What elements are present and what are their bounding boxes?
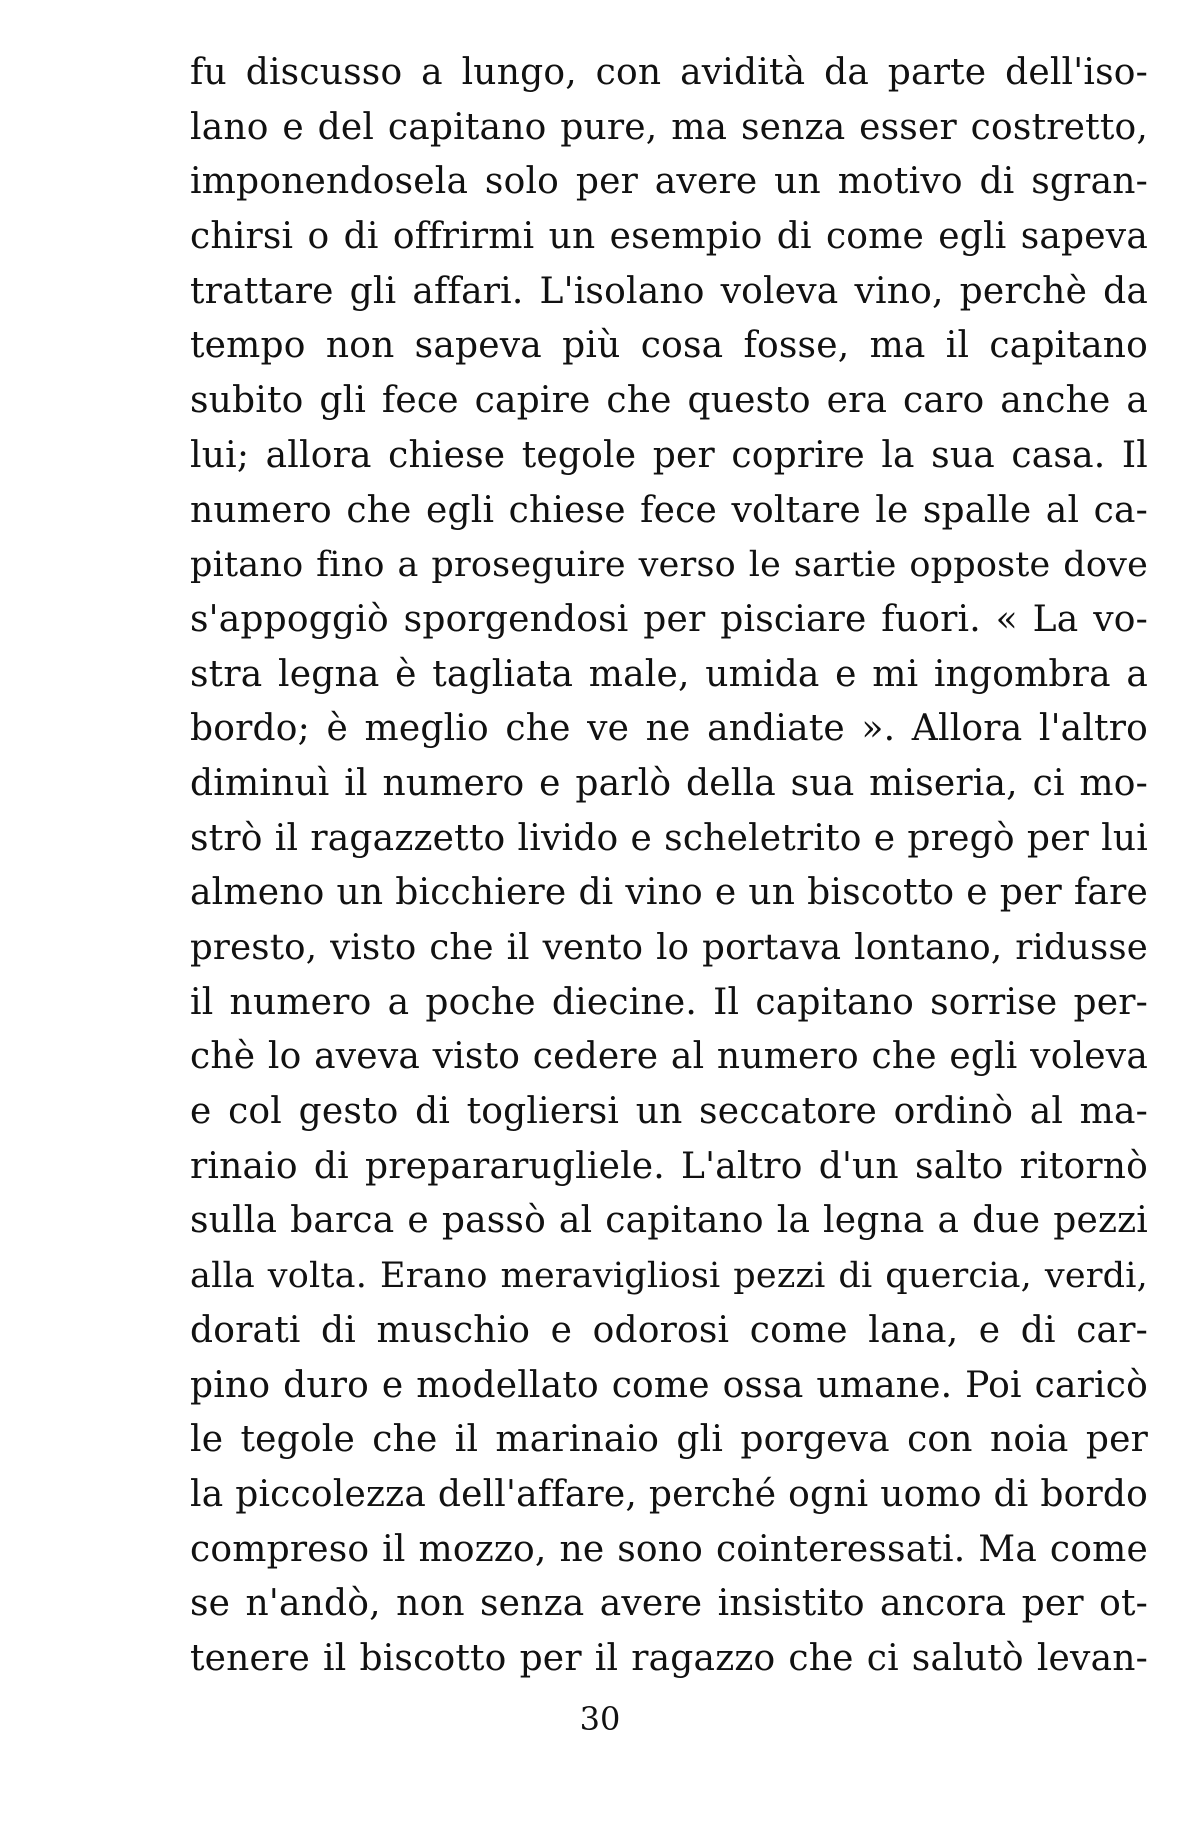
text-line: la piccolezza dell'affare, perché ogni uomo di bordo bbox=[190, 1473, 1148, 1515]
text-line: tempo non sapeva più cosa fosse, ma il capitano bbox=[190, 325, 1148, 367]
text-line: se n'andò, non senza avere insistito ancora per ot- bbox=[190, 1583, 1148, 1625]
text-line: numero che egli chiese fece voltare le spalle al ca- bbox=[190, 489, 1148, 531]
text-line: bordo; è meglio che ve ne andiate ». Allora l'altro bbox=[190, 708, 1148, 750]
text-line: stra legna è tagliata male, umida e mi ingombra a bbox=[190, 653, 1148, 695]
text-line: dorati di muschio e odorosi come lana, e di car- bbox=[190, 1309, 1148, 1351]
text-line: imponendosela solo per avere un motivo di sgran- bbox=[190, 161, 1148, 203]
text-line: alla volta. Erano meravigliosi pezzi di quercia, verdi, bbox=[190, 1256, 1148, 1297]
text-line: s'appoggiò sporgendosi per pisciare fuori. « La vo- bbox=[190, 598, 1148, 640]
text-line: compreso il mozzo, ne sono cointeressati. Ma come bbox=[190, 1528, 1148, 1570]
text-line: tenere il biscotto per il ragazzo che ci salutò levan- bbox=[190, 1637, 1148, 1679]
text-line: diminuì il numero e parlò della sua miseria, ci mo- bbox=[190, 762, 1148, 804]
text-line: pino duro e modellato come ossa umane. Poi caricò bbox=[190, 1364, 1148, 1406]
text-line: e col gesto di togliersi un seccatore ordinò al ma- bbox=[190, 1091, 1148, 1133]
text-line: pitano fino a proseguire verso le sartie opposte dove bbox=[190, 545, 1148, 586]
text-line: presto, visto che il vento lo portava lontano, ridusse bbox=[190, 927, 1148, 968]
text-line: chirsi o di offrirmi un esempio di come egli sapeva bbox=[190, 216, 1148, 258]
text-line: le tegole che il marinaio gli porgeva con noia per bbox=[190, 1419, 1148, 1461]
text-line: lano e del capitano pure, ma senza esser costretto, bbox=[190, 106, 1148, 148]
text-line: chè lo aveva visto cedere al numero che egli voleva bbox=[190, 1036, 1148, 1078]
text-line: strò il ragazzetto livido e scheletrito e pregò per lui bbox=[190, 817, 1148, 859]
text-line: rinaio di prepararugliele. L'altro d'un salto ritornò bbox=[190, 1145, 1148, 1187]
text-line: sulla barca e passò al capitano la legna a due pezzi bbox=[190, 1200, 1148, 1242]
text-line: fu discusso a lungo, con avidità da parte dell'iso- bbox=[190, 52, 1148, 93]
text-line: il numero a poche diecine. Il capitano sorrise per- bbox=[190, 981, 1148, 1023]
text-line: subito gli fece capire che questo era caro anche a bbox=[190, 380, 1148, 422]
text-line: lui; allora chiese tegole per coprire la sua casa. Il bbox=[190, 434, 1148, 476]
page-number: 30 bbox=[579, 1700, 621, 1738]
text-line: almeno un bicchiere di vino e un biscotto e per fare bbox=[190, 872, 1148, 914]
body-text bbox=[190, 46, 1148, 1687]
text-line: trattare gli affari. L'isolano voleva vino, perchè da bbox=[190, 270, 1148, 312]
